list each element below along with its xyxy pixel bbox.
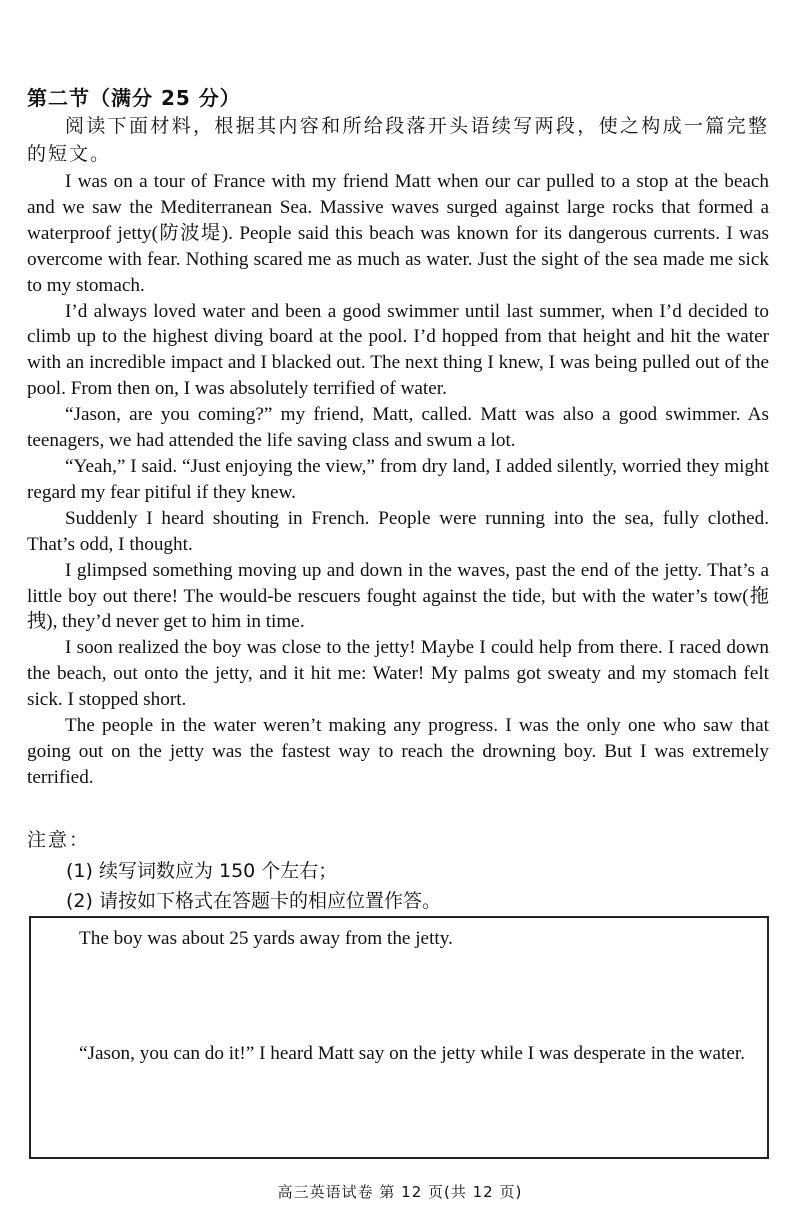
- paragraph-opening-2: “Jason, you can do it!” I heard Matt say on the jetty while I was desperate in the water.: [79, 1043, 746, 1064]
- story-paragraph: Suddenly I heard shouting in French. People were running into the sea, fully clothed. That’s odd, I thought.: [27, 507, 769, 555]
- note-title: 注意：: [27, 829, 91, 851]
- instructions-text: 阅读下面材料，根据其内容和所给段落开头语续写两段，使之构成一篇完整的短文。: [27, 115, 769, 165]
- note-item: (1) 续写词数应为 150 个左右；: [66, 860, 338, 882]
- note-list: [66, 856, 441, 916]
- story-paragraph: I’d always loved water and been a good swimmer until last summer, when I’d decided to climb up to the highest diving board at the pool. I’d hopped from that height and hit the water with an incredible impact and I blacked out. The next thing I knew, I was being pulled out of the pool. From then on, I was absolutely terrified of water.: [27, 300, 769, 400]
- story-paragraph: I was on a tour of France with my friend Matt when our car pulled to a stop at the beach and we saw the Mediterranean Sea. Massive waves surged against large rocks that formed a waterproof jetty(防波堤). People said this beach was known for its dangerous currents. I was overcome with fear. Nothing scared me as much as water. Just the sight of the sea made me sick to my stomach.: [27, 171, 769, 296]
- page-footer: 高三英语试卷 第 12 页(共 12 页): [277, 1183, 523, 1201]
- answer-box[interactable]: [29, 916, 769, 1159]
- story-paragraph: I glimpsed something moving up and down in the waves, past the end of the jetty. That’s a little boy out there! The would-be rescuers fought against the tide, but with the water’s tow(拖拽), they’d never get to him in time.: [27, 559, 769, 633]
- story-paragraph: I soon realized the boy was close to the jetty! Maybe I could help from there. I raced down the beach, out onto the jetty, and it hit me: Water! My palms got sweaty and my stomach felt sick. I stopped short.: [27, 637, 769, 711]
- story-paragraph: “Yeah,” I said. “Just enjoying the view,” from dry land, I added silently, worried they might regard my fear pitiful if they knew.: [27, 455, 769, 503]
- paragraph-opening-1: The boy was about 25 yards away from the jetty.: [79, 928, 453, 949]
- note-item: (2) 请按如下格式在答题卡的相应位置作答。: [66, 890, 441, 912]
- story-paragraph: The people in the water weren’t making any progress. I was the only one who saw that going out on the jetty was the fastest way to reach the drowning boy. But I was extremely terrified.: [27, 715, 769, 788]
- section-title: 第二节（满分 25 分）: [27, 86, 241, 110]
- story-paragraph: “Jason, are you coming?” my friend, Matt, called. Matt was also a good swimmer. As teenagers, we had attended the life saving class and swum a lot.: [27, 404, 769, 452]
- story-passage: [27, 169, 769, 791]
